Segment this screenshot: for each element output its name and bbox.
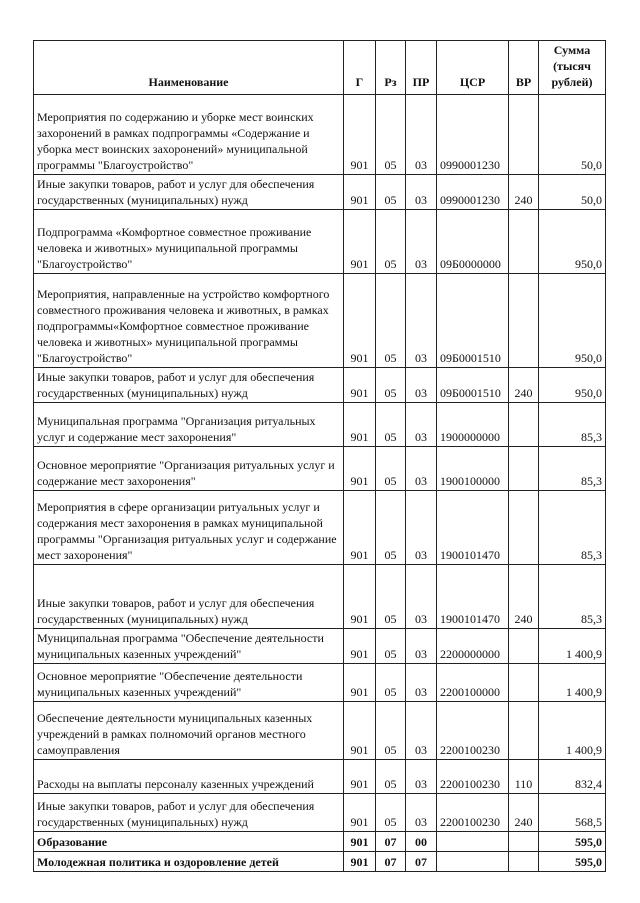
table-row — [34, 832, 606, 852]
cell-rz: 05 — [376, 760, 406, 794]
cell-pr: 03 — [406, 175, 437, 210]
table-row — [34, 274, 606, 368]
cell-csr: 1900100000 — [437, 447, 509, 491]
cell-rz: 05 — [376, 565, 406, 629]
cell-pr: 03 — [406, 368, 437, 403]
cell-csr: 2200100000 — [437, 664, 509, 702]
table-row — [34, 702, 606, 760]
cell-sum: 832,4 — [539, 760, 606, 794]
cell-vr: 240 — [509, 368, 539, 403]
cell-g: 901 — [344, 491, 376, 565]
cell-csr: 09Б0001510 — [437, 274, 509, 368]
cell-sum: 1 400,9 — [539, 702, 606, 760]
cell-sum: 85,3 — [539, 565, 606, 629]
cell-g: 901 — [344, 368, 376, 403]
cell-vr: 110 — [509, 760, 539, 794]
cell-name: Мероприятия, направленные на устройство комфортного совместного проживания человека и животных, в рамках подпрограммы«Комфортное совместное проживание человека и животных» муниципальной программы "Благоустройство" — [34, 274, 344, 368]
cell-sum: 568,5 — [539, 794, 606, 832]
cell-sum: 1 400,9 — [539, 629, 606, 664]
table-row — [34, 852, 606, 872]
cell-csr — [437, 852, 509, 872]
cell-pr: 07 — [406, 852, 437, 872]
cell-vr — [509, 664, 539, 702]
cell-name: Расходы на выплаты персоналу казенных учреждений — [34, 760, 344, 794]
cell-csr: 2200100230 — [437, 702, 509, 760]
cell-csr — [437, 832, 509, 852]
cell-pr: 03 — [406, 491, 437, 565]
cell-g: 901 — [344, 702, 376, 760]
header-sum: Сумма (тысяч рублей) — [539, 41, 606, 95]
cell-sum: 595,0 — [539, 852, 606, 872]
cell-name: Иные закупки товаров, работ и услуг для обеспечения государственных (муниципальных) нужд — [34, 794, 344, 832]
cell-pr: 00 — [406, 832, 437, 852]
table-row — [34, 447, 606, 491]
cell-name: Мероприятия по содержанию и уборке мест воинских захоронений в рамках подпрограммы «Содержание и уборка мест воинских захоронений» муниципальной программы "Благоустройство" — [34, 95, 344, 175]
cell-pr: 03 — [406, 794, 437, 832]
cell-pr: 03 — [406, 629, 437, 664]
cell-csr: 1900000000 — [437, 403, 509, 447]
cell-rz: 05 — [376, 447, 406, 491]
cell-sum: 85,3 — [539, 491, 606, 565]
cell-vr: 240 — [509, 175, 539, 210]
cell-g: 901 — [344, 565, 376, 629]
cell-vr: 240 — [509, 794, 539, 832]
cell-pr: 03 — [406, 210, 437, 274]
cell-pr: 03 — [406, 702, 437, 760]
cell-rz: 05 — [376, 629, 406, 664]
cell-name: Основное мероприятие "Обеспечение деятельности муниципальных казенных учреждений" — [34, 664, 344, 702]
cell-name: Обеспечение деятельности муниципальных казенных учреждений в рамках полномочий органов местного самоуправления — [34, 702, 344, 760]
cell-sum: 950,0 — [539, 274, 606, 368]
budget-table — [33, 40, 606, 872]
cell-pr: 03 — [406, 447, 437, 491]
cell-vr: 240 — [509, 565, 539, 629]
cell-vr — [509, 832, 539, 852]
cell-rz: 05 — [376, 664, 406, 702]
cell-name: Образование — [34, 832, 344, 852]
cell-vr — [509, 852, 539, 872]
cell-name: Молодежная политика и оздоровление детей — [34, 852, 344, 872]
cell-rz: 05 — [376, 491, 406, 565]
cell-vr — [509, 274, 539, 368]
cell-rz: 07 — [376, 852, 406, 872]
cell-name: Муниципальная программа "Обеспечение деятельности муниципальных казенных учреждений" — [34, 629, 344, 664]
cell-name: Мероприятия в сфере организации ритуальных услуг и содержания мест захоронения в рамках муниципальной программы "Организация ритуальных услуг и содержание мест захоронения" — [34, 491, 344, 565]
cell-vr — [509, 403, 539, 447]
cell-pr: 03 — [406, 565, 437, 629]
table-header-row — [34, 41, 606, 95]
header-csr: ЦСР — [437, 41, 509, 95]
cell-sum: 50,0 — [539, 95, 606, 175]
cell-rz: 05 — [376, 210, 406, 274]
cell-csr: 1900101470 — [437, 491, 509, 565]
cell-g: 901 — [344, 629, 376, 664]
cell-vr — [509, 210, 539, 274]
table-row — [34, 210, 606, 274]
cell-rz: 05 — [376, 702, 406, 760]
cell-g: 901 — [344, 447, 376, 491]
cell-csr: 2200100230 — [437, 760, 509, 794]
table-row — [34, 175, 606, 210]
cell-rz: 07 — [376, 832, 406, 852]
header-name: Наименование — [34, 41, 344, 95]
cell-pr: 03 — [406, 274, 437, 368]
cell-sum: 85,3 — [539, 403, 606, 447]
table-row — [34, 629, 606, 664]
cell-csr: 09Б0001510 — [437, 368, 509, 403]
cell-name: Иные закупки товаров, работ и услуг для обеспечения государственных (муниципальных) нужд — [34, 175, 344, 210]
cell-pr: 03 — [406, 760, 437, 794]
cell-name: Иные закупки товаров, работ и услуг для обеспечения государственных (муниципальных) нужд — [34, 565, 344, 629]
cell-pr: 03 — [406, 95, 437, 175]
cell-rz: 05 — [376, 175, 406, 210]
cell-g: 901 — [344, 760, 376, 794]
cell-csr: 0990001230 — [437, 95, 509, 175]
cell-g: 901 — [344, 274, 376, 368]
cell-rz: 05 — [376, 274, 406, 368]
header-g: Г — [344, 41, 376, 95]
cell-g: 901 — [344, 175, 376, 210]
table-row — [34, 760, 606, 794]
cell-rz: 05 — [376, 368, 406, 403]
cell-pr: 03 — [406, 403, 437, 447]
cell-csr: 0990001230 — [437, 175, 509, 210]
header-pr: ПР — [406, 41, 437, 95]
cell-g: 901 — [344, 664, 376, 702]
table-row — [34, 794, 606, 832]
cell-g: 901 — [344, 852, 376, 872]
cell-vr — [509, 629, 539, 664]
cell-sum: 50,0 — [539, 175, 606, 210]
cell-rz: 05 — [376, 403, 406, 447]
cell-name: Основное мероприятие "Организация ритуальных услуг и содержание мест захоронения" — [34, 447, 344, 491]
cell-csr: 1900101470 — [437, 565, 509, 629]
cell-csr: 2200100230 — [437, 794, 509, 832]
cell-g: 901 — [344, 210, 376, 274]
cell-name: Муниципальная программа "Организация ритуальных услуг и содержание мест захоронения" — [34, 403, 344, 447]
cell-rz: 05 — [376, 794, 406, 832]
cell-name: Иные закупки товаров, работ и услуг для обеспечения государственных (муниципальных) нужд — [34, 368, 344, 403]
cell-rz: 05 — [376, 95, 406, 175]
cell-vr — [509, 491, 539, 565]
cell-name: Подпрограмма «Комфортное совместное проживание человека и животных» муниципальной программы "Благоустройство" — [34, 210, 344, 274]
table-row — [34, 368, 606, 403]
cell-g: 901 — [344, 403, 376, 447]
cell-sum: 85,3 — [539, 447, 606, 491]
header-rz: Рз — [376, 41, 406, 95]
table-row — [34, 95, 606, 175]
table-body — [34, 95, 606, 872]
cell-sum: 595,0 — [539, 832, 606, 852]
table-row — [34, 403, 606, 447]
table-row — [34, 664, 606, 702]
cell-sum: 950,0 — [539, 210, 606, 274]
cell-sum: 1 400,9 — [539, 664, 606, 702]
cell-vr — [509, 702, 539, 760]
cell-g: 901 — [344, 832, 376, 852]
cell-pr: 03 — [406, 664, 437, 702]
table-row — [34, 491, 606, 565]
table-row — [34, 565, 606, 629]
cell-sum: 950,0 — [539, 368, 606, 403]
cell-vr — [509, 95, 539, 175]
cell-vr — [509, 447, 539, 491]
cell-g: 901 — [344, 95, 376, 175]
header-vr: ВР — [509, 41, 539, 95]
cell-csr: 2200000000 — [437, 629, 509, 664]
cell-g: 901 — [344, 794, 376, 832]
cell-csr: 09Б0000000 — [437, 210, 509, 274]
